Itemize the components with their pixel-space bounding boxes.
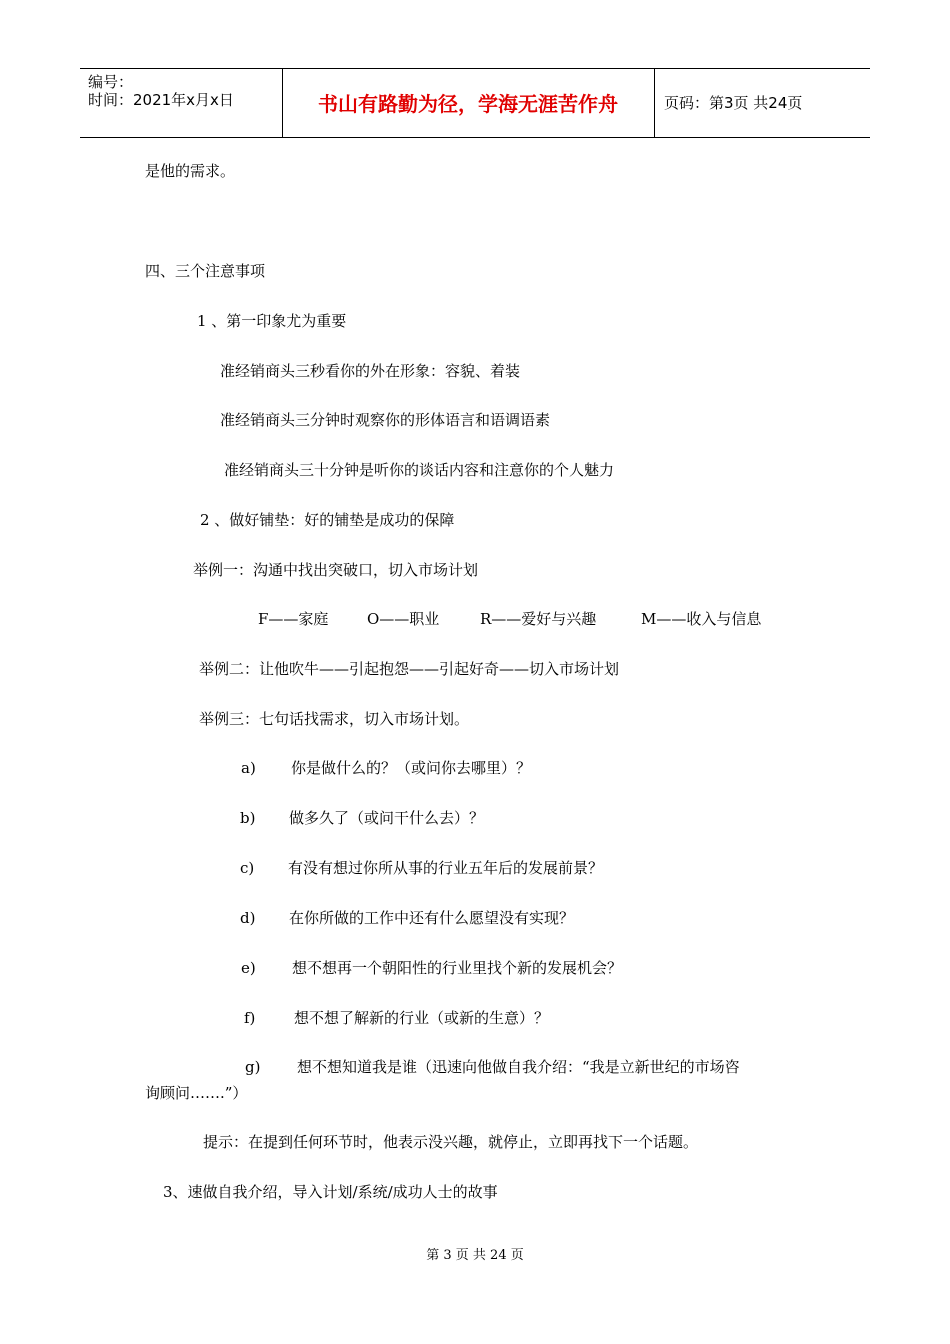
question-text: 想不想再一个朝阳性的行业里找个新的发展机会？ — [292, 959, 623, 977]
form-item-income: M——收入与信息 — [641, 610, 762, 628]
question-text-continued: 询顾问…….”） — [145, 1084, 248, 1102]
question-text: 做多久了（或问干什么去）？ — [289, 809, 485, 827]
example-line: 举例一：沟通中找出突破口，切入市场计划 — [193, 561, 479, 579]
document-header — [80, 68, 870, 138]
question-text: 想不想了解新的行业（或新的生意）？ — [294, 1009, 550, 1027]
tip-line: 提示：在提到任何环节时，他表示没兴趣，就停止，立即再找下一个话题。 — [203, 1133, 699, 1151]
question-label: f) — [244, 1009, 256, 1027]
body-line: 是他的需求。 — [145, 162, 236, 180]
header-motto: 书山有路勤为径，学海无涯苦作舟 — [318, 92, 618, 116]
body-line: 准经销商头三分钟时观察你的形体语言和语调语素 — [220, 411, 551, 429]
question-label: a) — [241, 759, 256, 777]
document-number-label: 编号： — [88, 73, 134, 91]
form-item-hobbies: R——爱好与兴趣 — [480, 610, 597, 628]
example-line: 举例三：七句话找需求，切入市场计划。 — [199, 710, 470, 728]
question-text: 在你所做的工作中还有什么愿望没有实现？ — [289, 909, 575, 927]
document-time-label: 时间：2021年x月x日 — [88, 91, 234, 109]
section-heading: 四、三个注意事项 — [145, 262, 266, 280]
header-page-info: 页码：第3页 共24页 — [664, 94, 803, 112]
example-line: 举例二：让他吹牛——引起抱怨——引起好奇——切入市场计划 — [199, 660, 620, 678]
body-line: 准经销商头三秒看你的外在形象：容貌、着装 — [220, 362, 521, 380]
question-text: 你是做什么的？（或问你去哪里）？ — [291, 759, 532, 777]
subsection-heading: 2 、做好铺垫：好的铺垫是成功的保障 — [200, 511, 455, 529]
subsection-heading: 1 、第一印象尤为重要 — [197, 312, 347, 330]
question-label: c) — [240, 859, 255, 877]
form-item-family: F——家庭 — [258, 610, 329, 628]
question-label: b) — [240, 809, 256, 827]
question-label: g) — [245, 1058, 261, 1076]
question-text: 有没有想过你所从事的行业五年后的发展前景？ — [288, 859, 604, 877]
body-line: 准经销商头三十分钟是听你的谈话内容和注意你的个人魅力 — [224, 461, 615, 479]
subsection-heading: 3、速做自我介绍，导入计划/系统/成功人士的故事 — [163, 1183, 498, 1201]
question-label: d) — [240, 909, 256, 927]
header-divider — [654, 69, 655, 137]
question-label: e) — [241, 959, 256, 977]
question-text: 想不想知道我是谁（迅速向他做自我介绍：“我是立新世纪的市场咨 — [297, 1058, 740, 1076]
form-item-occupation: O——职业 — [367, 610, 440, 628]
page-footer: 第 3 页 共 24 页 — [426, 1248, 524, 1263]
